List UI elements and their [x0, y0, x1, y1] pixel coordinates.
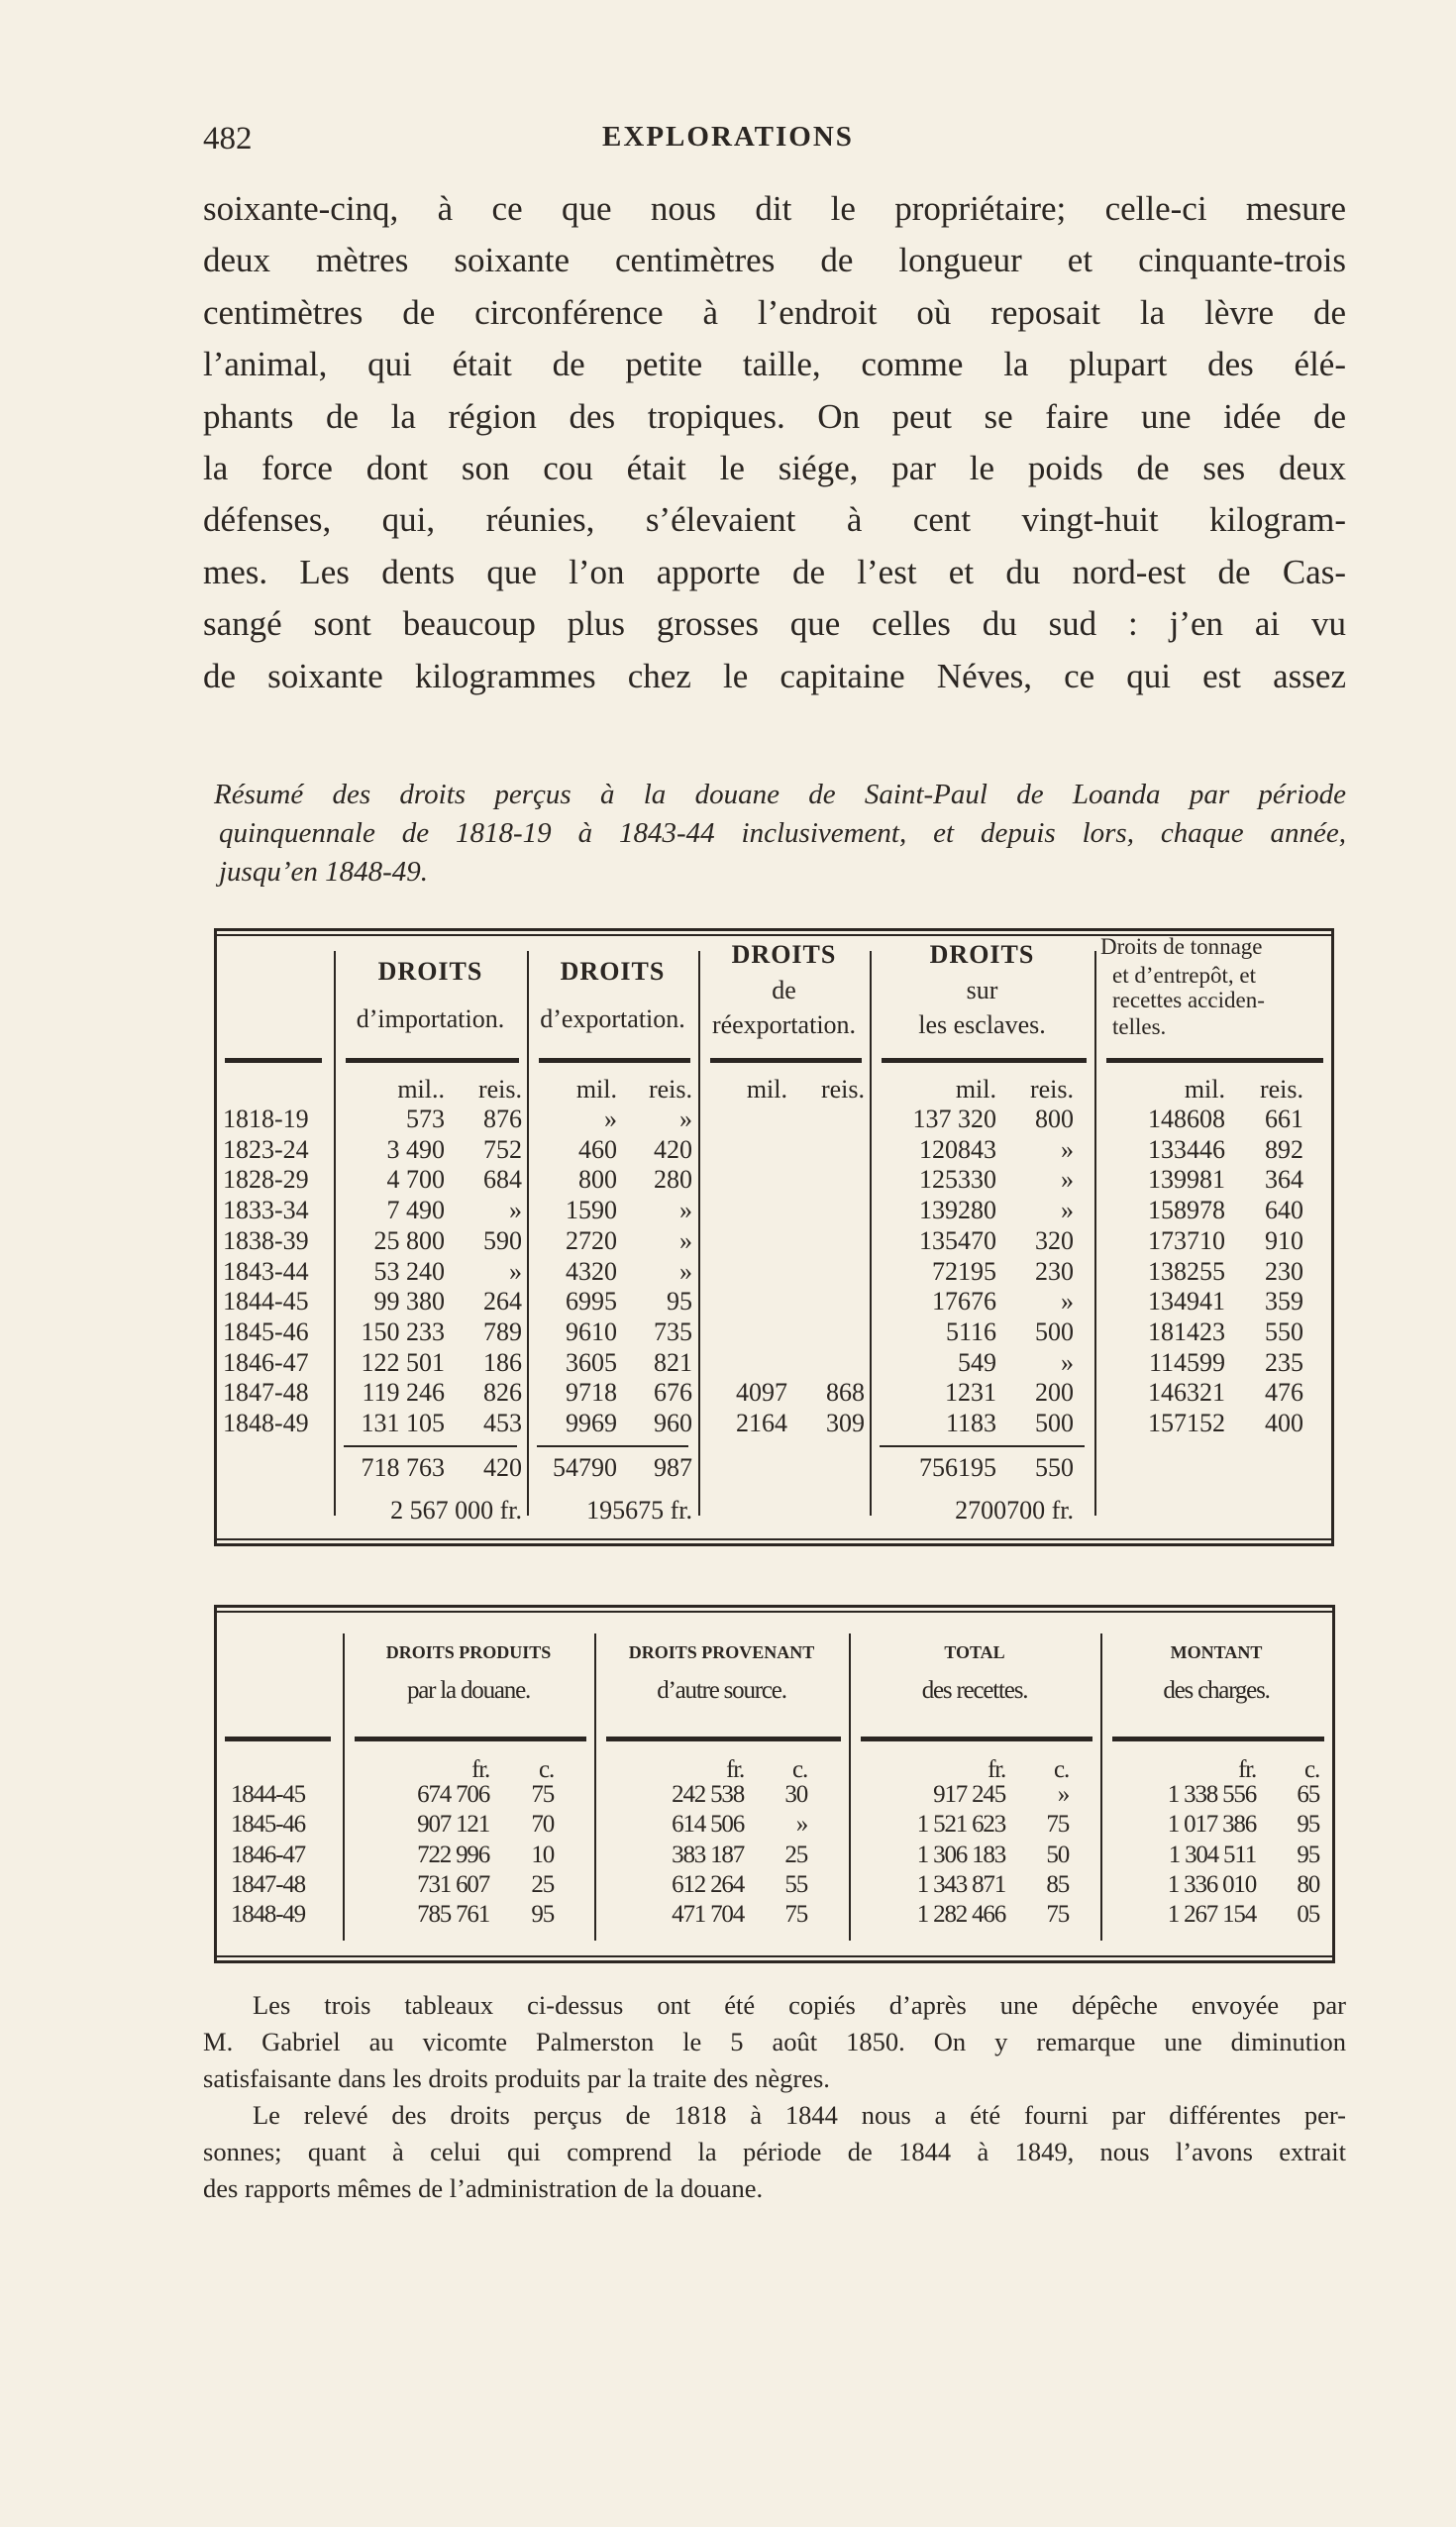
cell-value: 917 245 [933, 1781, 1005, 1808]
column-header-subtitle: sur [966, 976, 998, 1004]
body-text-line: phants de la région des tropiques. On peut se faire une idée de [203, 396, 1346, 436]
cell-value: 476 [1265, 1378, 1303, 1408]
cell-value: 752 [483, 1134, 522, 1164]
column-header-title: TOTAL [944, 1642, 1005, 1662]
cell-value: 640 [1265, 1196, 1303, 1225]
cell-value: 614 506 [672, 1811, 744, 1839]
cell-value: 146321 [1148, 1378, 1225, 1408]
running-title: EXPLORATIONS [602, 121, 854, 153]
header-rule [882, 1058, 1087, 1063]
cell-value: 892 [1265, 1134, 1303, 1164]
cell-value: 133446 [1148, 1134, 1225, 1164]
body-text-line: deux mètres soixante centimètres de longueur et cinquante-trois [203, 241, 1346, 280]
cell-value: 120843 [919, 1134, 996, 1164]
cell-value: 1 343 871 [916, 1870, 1005, 1898]
cell-value: » [1061, 1347, 1074, 1377]
row-year: 1848-49 [223, 1409, 309, 1437]
unit-label: reis. [648, 1075, 692, 1104]
unit-label: reis. [1029, 1075, 1074, 1104]
cell-value: » [1061, 1196, 1074, 1225]
cell-value: 1 267 154 [1167, 1901, 1256, 1929]
cell-value: » [1057, 1781, 1069, 1808]
cell-value: 3 490 [386, 1134, 445, 1164]
unit-label: reis. [477, 1075, 522, 1104]
cell-value: 960 [654, 1409, 692, 1437]
body-text-line: sangé sont beaucoup plus grosses que celles du sud : j’en ai vu [203, 604, 1346, 644]
cell-value: 138255 [1148, 1256, 1225, 1286]
total-rule [537, 1445, 688, 1447]
cell-value: 05 [1297, 1901, 1319, 1929]
header-rule [539, 1058, 690, 1063]
column-header-subtitle: recettes acciden- [1112, 988, 1265, 1012]
column-header-title: DROITS [731, 940, 837, 969]
row-year: 1844-45 [223, 1287, 309, 1316]
unit-label: c. [1304, 1756, 1319, 1783]
body-text-line: mes. Les dents que l’on apporte de l’est et du nord-est de Cas- [203, 552, 1346, 591]
cell-value: 95 [667, 1287, 692, 1316]
cell-value: 75 [1046, 1811, 1069, 1839]
cell-value: 1 304 511 [1168, 1841, 1256, 1868]
cell-value: 80 [1297, 1870, 1319, 1898]
column-header-title: DROITS PROVENANT [628, 1642, 815, 1662]
cell-value: 25 800 [373, 1225, 445, 1255]
cell-value: 50 [1046, 1841, 1069, 1868]
cell-value: 800 [1035, 1105, 1074, 1133]
body-text-line: centimètres de circonférence à l’endroit où reposait la lèvre de [203, 292, 1346, 332]
customs-duties-table-1818-1849 [214, 928, 1334, 1546]
cell-value: 235 [1265, 1347, 1303, 1377]
cell-value: 1183 [945, 1409, 996, 1437]
cell-value: 471 704 [672, 1901, 744, 1929]
cell-value: 674 706 [417, 1781, 489, 1808]
unit-label: mil. [746, 1075, 787, 1104]
cell-value: 1590 [566, 1196, 617, 1225]
column-header-title: DROITS [560, 957, 666, 986]
cell-value: 230 [1265, 1256, 1303, 1286]
cell-value: 500 [1035, 1316, 1074, 1346]
row-year: 1845-46 [223, 1316, 309, 1346]
row-year: 1843-44 [223, 1256, 309, 1286]
cell-value: 134941 [1148, 1287, 1225, 1316]
cell-value: 150 233 [361, 1316, 445, 1346]
cell-value: 148608 [1148, 1105, 1225, 1133]
cell-value: 1 338 556 [1167, 1781, 1256, 1808]
cell-value: 4320 [566, 1256, 617, 1286]
row-year: 1846-47 [231, 1841, 305, 1868]
header-rule [355, 1737, 586, 1741]
cell-value: » [679, 1105, 692, 1133]
total-francs: 195675 fr. [586, 1496, 692, 1525]
total-value: 756195 [919, 1453, 996, 1482]
cell-value: 186 [483, 1347, 522, 1377]
cell-value: 1 306 183 [916, 1841, 1005, 1868]
header-rule [346, 1058, 519, 1063]
cell-value: 181423 [1148, 1316, 1225, 1346]
column-header-subtitle: et d’entrepôt, et [1112, 963, 1256, 988]
column-header-title: MONTANT [1170, 1642, 1263, 1662]
cell-value: 1 336 010 [1167, 1870, 1256, 1898]
cell-value: 65 [1297, 1781, 1319, 1808]
row-year: 1818-19 [223, 1105, 309, 1133]
cell-value: 242 538 [672, 1781, 744, 1808]
total-rule [880, 1445, 1085, 1447]
header-rule [606, 1737, 841, 1741]
header-rule [710, 1058, 862, 1063]
column-divider [1094, 951, 1096, 1516]
footer-line: sonnes; quant à celui qui comprend la période de 1844 à 1849, nous l’avons extrait [203, 2137, 1346, 2166]
unit-label: fr. [471, 1756, 489, 1783]
cell-value: 9718 [566, 1378, 617, 1408]
cell-value: 139981 [1148, 1165, 1225, 1195]
cell-value: 10 [531, 1841, 554, 1868]
cell-value: 25 [531, 1870, 554, 1898]
unit-label: c. [792, 1756, 807, 1783]
footer-line: Le relevé des droits perçus de 1818 à 1844 nous a été fourni par différentes per- [253, 2100, 1346, 2130]
cell-value: 131 105 [361, 1409, 445, 1437]
row-year: 1848-49 [231, 1901, 305, 1929]
body-text-line: la force dont son cou était le siége, par le poids de ses deux [203, 449, 1346, 487]
footer-line: M. Gabriel au vicomte Palmerston le 5 août 1850. On y remarque une diminution [203, 2027, 1346, 2056]
column-header-subtitle: telles. [1112, 1014, 1167, 1039]
cell-value: 910 [1265, 1225, 1303, 1255]
cell-value: 125330 [919, 1165, 996, 1195]
cell-value: 612 264 [672, 1870, 744, 1898]
unit-label: fr. [988, 1756, 1005, 1783]
cell-value: 785 761 [417, 1901, 489, 1929]
cell-value: 5116 [945, 1316, 996, 1346]
column-header-subtitle: d’exportation. [540, 1004, 685, 1033]
unit-label: fr. [726, 1756, 744, 1783]
footer-line: satisfaisante dans les droits produits par la traite des nègres. [203, 2063, 830, 2093]
cell-value: 549 [958, 1347, 996, 1377]
total-value: 718 763 [361, 1453, 445, 1482]
cell-value: 573 [406, 1105, 445, 1133]
cell-value: 400 [1265, 1409, 1303, 1437]
cell-value: 173710 [1148, 1225, 1225, 1255]
cell-value: 550 [1265, 1316, 1303, 1346]
cell-value: 95 [1297, 1811, 1319, 1839]
cell-value: 420 [654, 1134, 692, 1164]
cell-value: 72195 [932, 1256, 996, 1286]
unit-label: mil.. [397, 1075, 445, 1104]
header-rule [225, 1058, 322, 1063]
cell-value: 876 [483, 1105, 522, 1133]
cell-value: » [509, 1196, 522, 1225]
column-header-title: DROITS [377, 957, 483, 986]
column-header-subtitle: Droits de tonnage [1100, 934, 1263, 959]
cell-value: 157152 [1148, 1409, 1225, 1437]
cell-value: 75 [784, 1901, 807, 1929]
cell-value: » [679, 1225, 692, 1255]
column-divider [334, 951, 336, 1516]
row-year: 1845-46 [231, 1811, 305, 1839]
total-value: 54790 [553, 1453, 617, 1482]
header-rule [1106, 1058, 1323, 1063]
cell-value: 383 187 [672, 1841, 744, 1868]
cell-value: 1 282 466 [916, 1901, 1005, 1929]
unit-label: c. [1054, 1756, 1069, 1783]
unit-label: mil. [955, 1075, 996, 1104]
cell-value: 800 [578, 1165, 617, 1195]
column-header-subtitle: les esclaves. [918, 1010, 1046, 1039]
cell-value: » [679, 1196, 692, 1225]
cell-value: » [795, 1811, 807, 1839]
row-year: 1838-39 [223, 1225, 309, 1255]
page-number: 482 [203, 121, 253, 157]
cell-value: 676 [654, 1378, 692, 1408]
cell-value: 1 521 623 [916, 1811, 1005, 1839]
row-year: 1846-47 [223, 1347, 309, 1377]
cell-value: 359 [1265, 1287, 1303, 1316]
row-year: 1828-29 [223, 1165, 309, 1195]
cell-value: 85 [1046, 1870, 1069, 1898]
column-header-subtitle: d’autre source. [657, 1677, 786, 1704]
footer-line: des rapports mêmes de l’administration de la douane. [203, 2173, 764, 2203]
cell-value: » [509, 1256, 522, 1286]
cell-value: 309 [826, 1409, 865, 1437]
column-header-subtitle: d’importation. [356, 1004, 505, 1033]
customs-revenue-table-1844-1849 [214, 1605, 1335, 1963]
cell-value: 70 [531, 1811, 554, 1839]
total-francs: 2 567 000 fr. [390, 1496, 522, 1525]
cell-value: 821 [654, 1347, 692, 1377]
unit-label: reis. [1259, 1075, 1303, 1104]
cell-value: 30 [784, 1781, 807, 1808]
cell-value: 6995 [566, 1287, 617, 1316]
cell-value: 119 246 [362, 1378, 445, 1408]
cell-value: 364 [1265, 1165, 1303, 1195]
cell-value: 114599 [1148, 1347, 1225, 1377]
row-year: 1847-48 [223, 1378, 309, 1408]
column-header-subtitle: réexportation. [711, 1010, 857, 1039]
cell-value: » [1061, 1134, 1074, 1164]
row-year: 1844-45 [231, 1781, 305, 1808]
cell-value: 2164 [736, 1409, 787, 1437]
cell-value: 17676 [932, 1287, 996, 1316]
body-text-line: défenses, qui, réunies, s’élevaient à cent vingt-huit kilogram- [203, 500, 1346, 540]
header-rule [225, 1737, 331, 1741]
cell-value: » [604, 1105, 617, 1133]
column-header-subtitle: par la douane. [406, 1677, 531, 1704]
header-rule [861, 1737, 1092, 1741]
cell-value: 75 [1046, 1901, 1069, 1929]
body-text-line: de soixante kilogrammes chez le capitaine Néves, ce qui est assez [203, 656, 1346, 695]
cell-value: 500 [1035, 1409, 1074, 1437]
cell-value: 684 [483, 1165, 522, 1195]
cell-value: 200 [1035, 1378, 1074, 1408]
column-header-title: DROITS [929, 940, 1035, 969]
cell-value: 137 320 [912, 1105, 996, 1133]
cell-value: 9969 [566, 1409, 617, 1437]
cell-value: 1231 [945, 1378, 996, 1408]
cell-value: » [1061, 1165, 1074, 1195]
column-header-subtitle: des recettes. [921, 1677, 1028, 1704]
row-year: 1823-24 [223, 1134, 309, 1164]
total-value: 987 [654, 1453, 692, 1482]
caption-line: jusqu’en 1848-49. [219, 856, 429, 888]
cell-value: 590 [483, 1225, 522, 1255]
column-divider [527, 951, 529, 1516]
unit-label: c. [539, 1756, 554, 1783]
unit-label: reis. [820, 1075, 865, 1104]
caption-line: quinquennale de 1818-19 à 1843-44 inclusivement, et depuis lors, chaque année, [219, 817, 1346, 849]
column-header-subtitle: des charges. [1163, 1677, 1270, 1704]
header-rule [1112, 1737, 1324, 1741]
footer-line: Les trois tableaux ci-dessus ont été copiés d’après une dépêche envoyée par [253, 1990, 1346, 2020]
cell-value: 95 [531, 1901, 554, 1929]
cell-value: 320 [1035, 1225, 1074, 1255]
cell-value: 907 121 [417, 1811, 489, 1839]
cell-value: 95 [1297, 1841, 1319, 1868]
row-year: 1833-34 [223, 1196, 309, 1225]
total-rule [344, 1445, 517, 1447]
total-value: 420 [483, 1453, 522, 1482]
cell-value: 9610 [566, 1316, 617, 1346]
cell-value: 75 [531, 1781, 554, 1808]
cell-value: 264 [483, 1287, 522, 1316]
body-text-line: soixante-cinq, à ce que nous dit le propriétaire; celle-ci mesure [203, 189, 1346, 228]
cell-value: 789 [483, 1316, 522, 1346]
cell-value: 1 017 386 [1167, 1811, 1256, 1839]
cell-value: 25 [784, 1841, 807, 1868]
total-value: 550 [1035, 1453, 1074, 1482]
cell-value: 735 [654, 1316, 692, 1346]
cell-value: 453 [483, 1409, 522, 1437]
unit-label: mil. [1184, 1075, 1225, 1104]
cell-value: 7 490 [386, 1196, 445, 1225]
cell-value: 55 [784, 1870, 807, 1898]
cell-value: 139280 [919, 1196, 996, 1225]
caption-line: Résumé des droits perçus à la douane de Saint-Paul de Loanda par période [214, 779, 1346, 810]
cell-value: 731 607 [417, 1870, 489, 1898]
unit-label: fr. [1238, 1756, 1256, 1783]
cell-value: 122 501 [361, 1347, 445, 1377]
cell-value: 4097 [736, 1378, 787, 1408]
cell-value: 722 996 [417, 1841, 489, 1868]
cell-value: » [1061, 1287, 1074, 1316]
cell-value: 280 [654, 1165, 692, 1195]
cell-value: » [679, 1256, 692, 1286]
cell-value: 99 380 [373, 1287, 445, 1316]
cell-value: 53 240 [373, 1256, 445, 1286]
cell-value: 661 [1265, 1105, 1303, 1133]
body-text-line: l’animal, qui était de petite taille, comme la plupart des élé- [203, 345, 1346, 384]
unit-label: mil. [575, 1075, 617, 1104]
cell-value: 868 [826, 1378, 865, 1408]
cell-value: 135470 [919, 1225, 996, 1255]
cell-value: 4 700 [386, 1165, 445, 1195]
cell-value: 826 [483, 1378, 522, 1408]
cell-value: 158978 [1148, 1196, 1225, 1225]
row-year: 1847-48 [231, 1870, 305, 1898]
column-header-subtitle: de [772, 976, 796, 1004]
cell-value: 2720 [566, 1225, 617, 1255]
column-header-title: DROITS PRODUITS [385, 1642, 552, 1662]
cell-value: 460 [578, 1134, 617, 1164]
cell-value: 230 [1035, 1256, 1074, 1286]
cell-value: 3605 [566, 1347, 617, 1377]
total-francs: 2700700 fr. [955, 1496, 1074, 1525]
